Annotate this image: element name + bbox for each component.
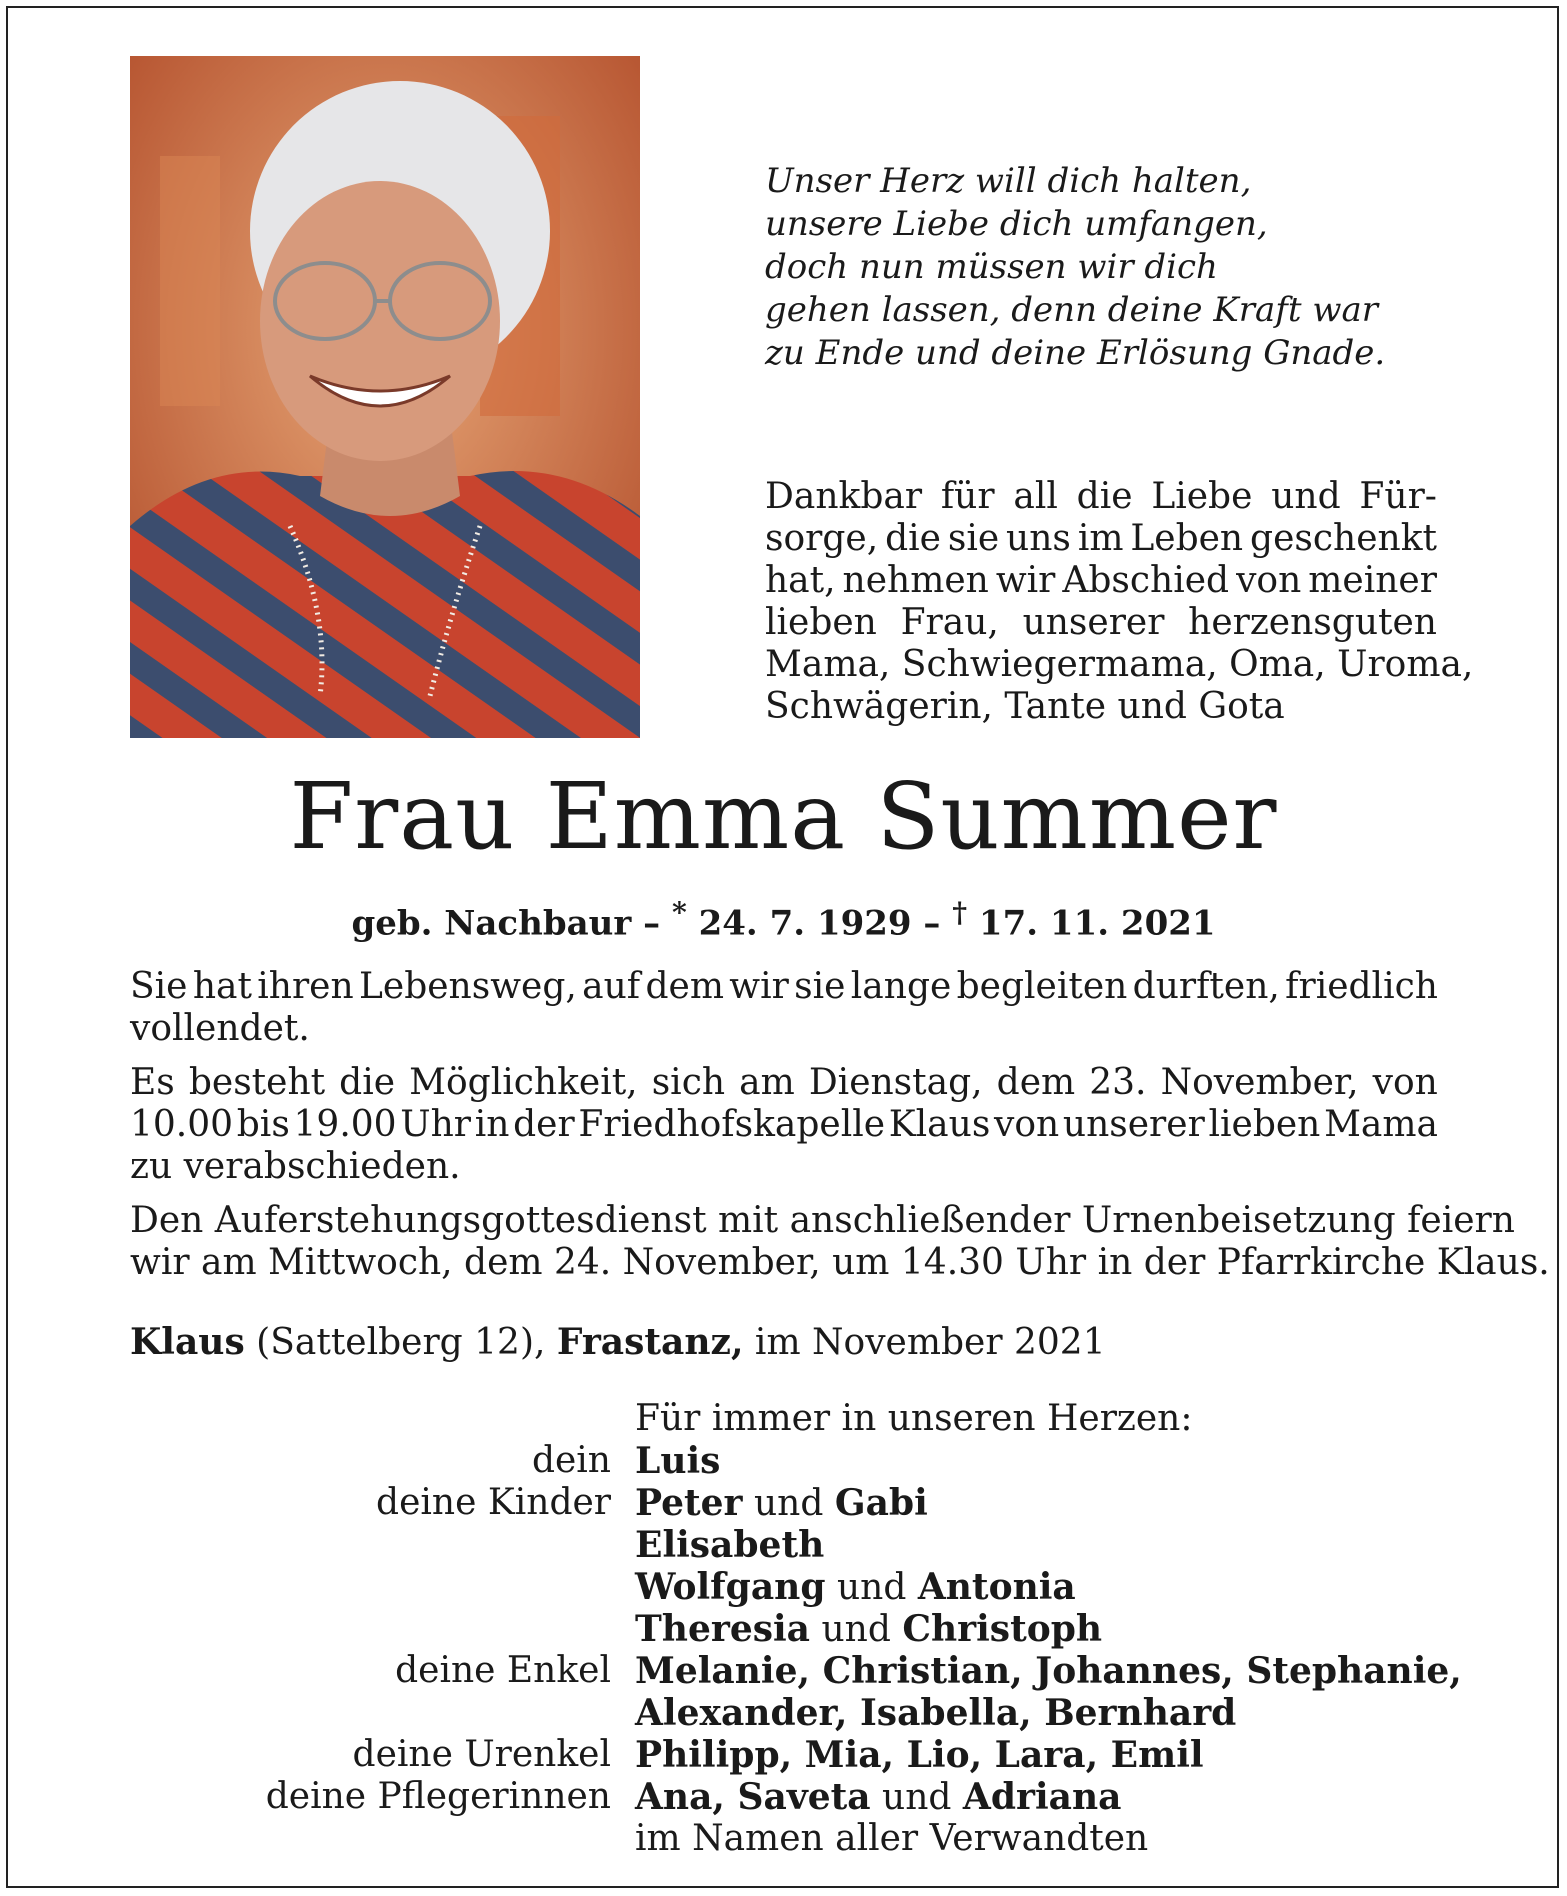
word: lieben [1208, 1104, 1321, 1145]
word: im [1077, 518, 1124, 559]
relation-label: dein [531, 1440, 611, 1481]
paragraph-farewell [130, 1062, 1438, 1188]
word: geschenkt [1250, 518, 1437, 559]
text-line: wir am Mittwoch, dem 24. November, um 14.30 Uhr in der Pfarrkirche Klaus. [130, 1242, 1550, 1283]
word: von [1372, 1062, 1438, 1103]
word: dem [996, 1062, 1076, 1103]
text-line: zu verabschieden. [130, 1146, 461, 1187]
family-names: Alexander, Isabella, Bernhard [635, 1692, 1237, 1734]
word: Uhr [400, 1104, 472, 1145]
poem-line: doch nun müssen wir dich [765, 247, 1218, 287]
family-row-grandchildren [0, 1650, 1567, 1692]
word: unserer [1022, 602, 1165, 643]
word: wir [995, 560, 1056, 601]
word: bis [236, 1104, 290, 1145]
place-date-line [130, 1321, 1106, 1364]
word: Dankbar [765, 476, 923, 517]
text-line [130, 966, 1438, 1008]
family-row-children [0, 1566, 1567, 1608]
poem-line: gehen lassen, denn deine Kraft war [765, 290, 1378, 330]
intro-line: Mama, Schwiegermama, Oma, Uroma, [765, 644, 1474, 685]
family-row-great-grandchildren [0, 1734, 1567, 1776]
word: lange [850, 966, 952, 1007]
word: herzensguten [1188, 602, 1437, 643]
word: 10.00 [130, 1104, 234, 1145]
date: im November 2021 [743, 1322, 1106, 1363]
announcement-text [130, 966, 1550, 1296]
word: sie [794, 966, 846, 1007]
family-names: Wolfgang und Antonia [635, 1566, 1076, 1608]
family-row-husband [0, 1440, 1567, 1482]
word: Mama [1324, 1104, 1438, 1145]
word: Frau, [900, 602, 999, 643]
word: November, [1160, 1062, 1359, 1103]
word: die [885, 518, 941, 559]
family-row-grandchildren [0, 1692, 1567, 1734]
word: hat, [765, 560, 836, 601]
word: die [1076, 476, 1133, 517]
intro-line [765, 518, 1437, 560]
word: Dienstag, [808, 1062, 983, 1103]
relation-label: deine Enkel [395, 1650, 611, 1691]
birth-date: 24. 7. 1929 [686, 903, 912, 944]
word: 19.00 [293, 1104, 397, 1145]
closing-line: im Namen aller Verwandten [635, 1818, 1149, 1859]
word: Für- [1359, 476, 1437, 517]
family-closing-row [0, 1818, 1567, 1860]
family-row-children [0, 1524, 1567, 1566]
relation-label: deine Pflegerinnen [265, 1776, 611, 1817]
word: wir [729, 966, 789, 1007]
family-row-children [0, 1482, 1567, 1524]
poem-line: Unser Herz will dich halten, [765, 161, 1252, 201]
intro-line: Schwägerin, Tante und Gota [765, 686, 1285, 727]
dash: – [911, 903, 953, 944]
poem-line: zu Ende und deine Erlösung Gnade. [765, 333, 1386, 373]
word: von [994, 1104, 1060, 1145]
poem [765, 160, 1405, 375]
intro-line [765, 560, 1437, 602]
word: 23. [1089, 1062, 1147, 1103]
word: am [739, 1062, 795, 1103]
word: Sie [130, 966, 188, 1007]
word: nehmen [842, 560, 989, 601]
word: Abschied [1062, 560, 1230, 601]
relation-label: deine Kinder [376, 1482, 611, 1523]
word: unserer [1062, 1104, 1205, 1145]
deceased-name: Frau Emma Summer [289, 763, 1278, 870]
word: Leben [1130, 518, 1244, 559]
family-names: Luis [635, 1440, 721, 1482]
relation-label: deine Urenkel [352, 1734, 611, 1775]
town-frastanz: Frastanz, [556, 1321, 744, 1363]
word: dem [645, 966, 724, 1007]
portrait-photo [130, 56, 640, 738]
dash: – [631, 903, 672, 944]
word: uns [1006, 518, 1071, 559]
family-names: Peter und Gabi [635, 1482, 928, 1524]
paragraph-service [130, 1200, 1550, 1284]
text-line [130, 1062, 1438, 1104]
word: besteht [188, 1062, 326, 1103]
word: der [513, 1104, 575, 1145]
word: von [1236, 560, 1302, 601]
death-date: 17. 11. 2021 [967, 903, 1216, 944]
died-mark: † [952, 895, 968, 929]
word: in [474, 1104, 510, 1145]
text-line: vollendet. [130, 1008, 310, 1049]
word: die [339, 1062, 396, 1103]
maiden-name: geb. Nachbaur [351, 903, 632, 944]
word: ihren [257, 966, 354, 1007]
paragraph-passing [130, 966, 1438, 1050]
text-line [130, 1104, 1438, 1146]
word: Friedhofskapelle [578, 1104, 886, 1145]
word: all [1013, 476, 1058, 517]
word: Lebensweg, [359, 966, 577, 1007]
family-names: Theresia und Christoph [635, 1608, 1103, 1650]
word: hat [192, 966, 252, 1007]
word: sorge, [765, 518, 879, 559]
family-heading-row [0, 1398, 1567, 1440]
intro-line [765, 476, 1437, 518]
address: (Sattelberg 12), [244, 1322, 557, 1363]
word: begleiten [956, 966, 1128, 1007]
word: sich [651, 1062, 726, 1103]
word: lieben [765, 602, 877, 643]
family-names: Philipp, Mia, Lio, Lara, Emil [635, 1734, 1204, 1776]
intro-line [765, 602, 1437, 644]
born-mark: * [671, 895, 687, 929]
word: und [1271, 476, 1341, 517]
word: meiner [1308, 560, 1437, 601]
word: sie [947, 518, 1000, 559]
family-row-caregivers [0, 1776, 1567, 1818]
family-names: Melanie, Christian, Johannes, Stephanie, [635, 1650, 1462, 1692]
text-line: Den Auferstehungsgottesdienst mit anschließender Urnenbeisetzung feiern [130, 1200, 1515, 1241]
family-names: Ana, Saveta und Adriana [635, 1776, 1122, 1818]
word: für [940, 476, 995, 517]
word: friedlich [1285, 966, 1438, 1007]
poem-line: unsere Liebe dich umfangen, [765, 204, 1268, 244]
family-row-children [0, 1608, 1567, 1650]
town-klaus: Klaus [130, 1321, 245, 1363]
word: Klaus [888, 1104, 991, 1145]
word: auf [582, 966, 641, 1007]
word: Liebe [1151, 476, 1253, 517]
word: Möglichkeit, [409, 1062, 638, 1103]
intro-text [765, 476, 1474, 728]
family-names: Elisabeth [635, 1524, 825, 1566]
family-heading: Für immer in unseren Herzen: [635, 1398, 1193, 1439]
birth-death-line [0, 890, 1567, 945]
word: durften, [1132, 966, 1280, 1007]
word: Es [130, 1062, 175, 1103]
